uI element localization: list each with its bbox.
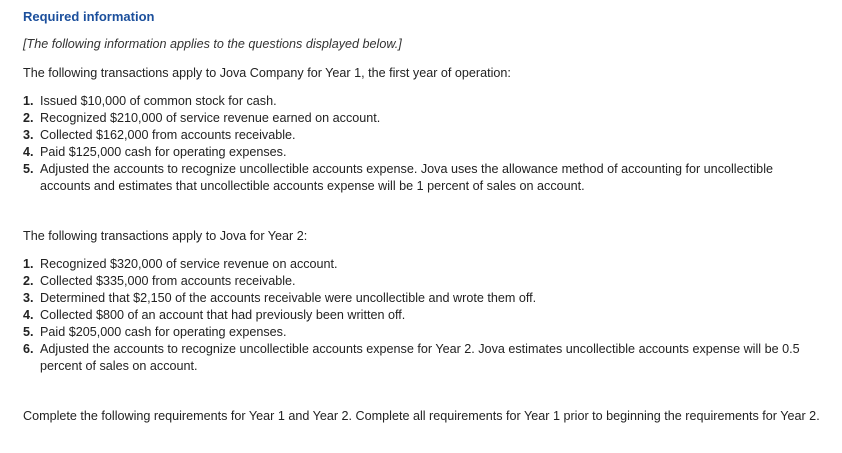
item-number: 6. [23,342,34,356]
item-text: Collected $335,000 from accounts receivable. [40,274,296,288]
section-heading: Required information [23,9,155,24]
item-text: Collected $162,000 from accounts receivable. [40,128,296,142]
section-gap [23,375,826,408]
item-number: 3. [23,128,34,142]
list-item [23,341,826,375]
item-text: Recognized $210,000 of service revenue earned on account. [40,111,381,125]
item-text: Recognized $320,000 of service revenue on account. [40,257,338,271]
item-number: 5. [23,325,34,339]
list-item [23,161,826,195]
list-item [23,144,826,161]
item-text: Adjusted the accounts to recognize uncollectible accounts expense. Jova uses the allowance method of accounting for uncollectible accounts and estimates that uncollectible accounts expense will be 1 percent of sales on account. [40,162,773,193]
year1-intro: The following transactions apply to Jova Company for Year 1, the first year of operation: [23,66,511,80]
list-item [23,93,826,110]
closing-instructions: Complete the following requirements for Year 1 and Year 2. Complete all requirements for Year 1 prior to beginning the requirements for Year 2. [23,409,820,423]
item-number: 4. [23,145,34,159]
item-text: Determined that $2,150 of the accounts receivable were uncollectible and wrote them off. [40,291,537,305]
item-text: Collected $800 of an account that had previously been written off. [40,308,406,322]
section-gap [23,195,826,228]
item-text: Issued $10,000 of common stock for cash. [40,94,277,108]
list-item [23,290,826,307]
year1-transactions-list [23,93,826,195]
list-item [23,110,826,127]
item-text: Paid $125,000 cash for operating expenses. [40,145,287,159]
list-item [23,324,826,341]
item-number: 1. [23,257,34,271]
item-number: 2. [23,111,34,125]
item-number: 2. [23,274,34,288]
item-number: 3. [23,291,34,305]
list-item [23,127,826,144]
list-item [23,307,826,324]
item-text: Paid $205,000 cash for operating expenses. [40,325,287,339]
item-number: 4. [23,308,34,322]
info-note: [The following information applies to the questions displayed below.] [23,37,402,51]
item-number: 5. [23,162,34,176]
item-text: Adjusted the accounts to recognize uncollectible accounts expense for Year 2. Jova estimates uncollectible accounts expense will be 0.5 percent of sales on account. [40,342,800,373]
item-number: 1. [23,94,34,108]
list-item [23,256,826,273]
year2-intro: The following transactions apply to Jova for Year 2: [23,229,308,243]
list-item [23,273,826,290]
year2-transactions-list [23,256,826,375]
